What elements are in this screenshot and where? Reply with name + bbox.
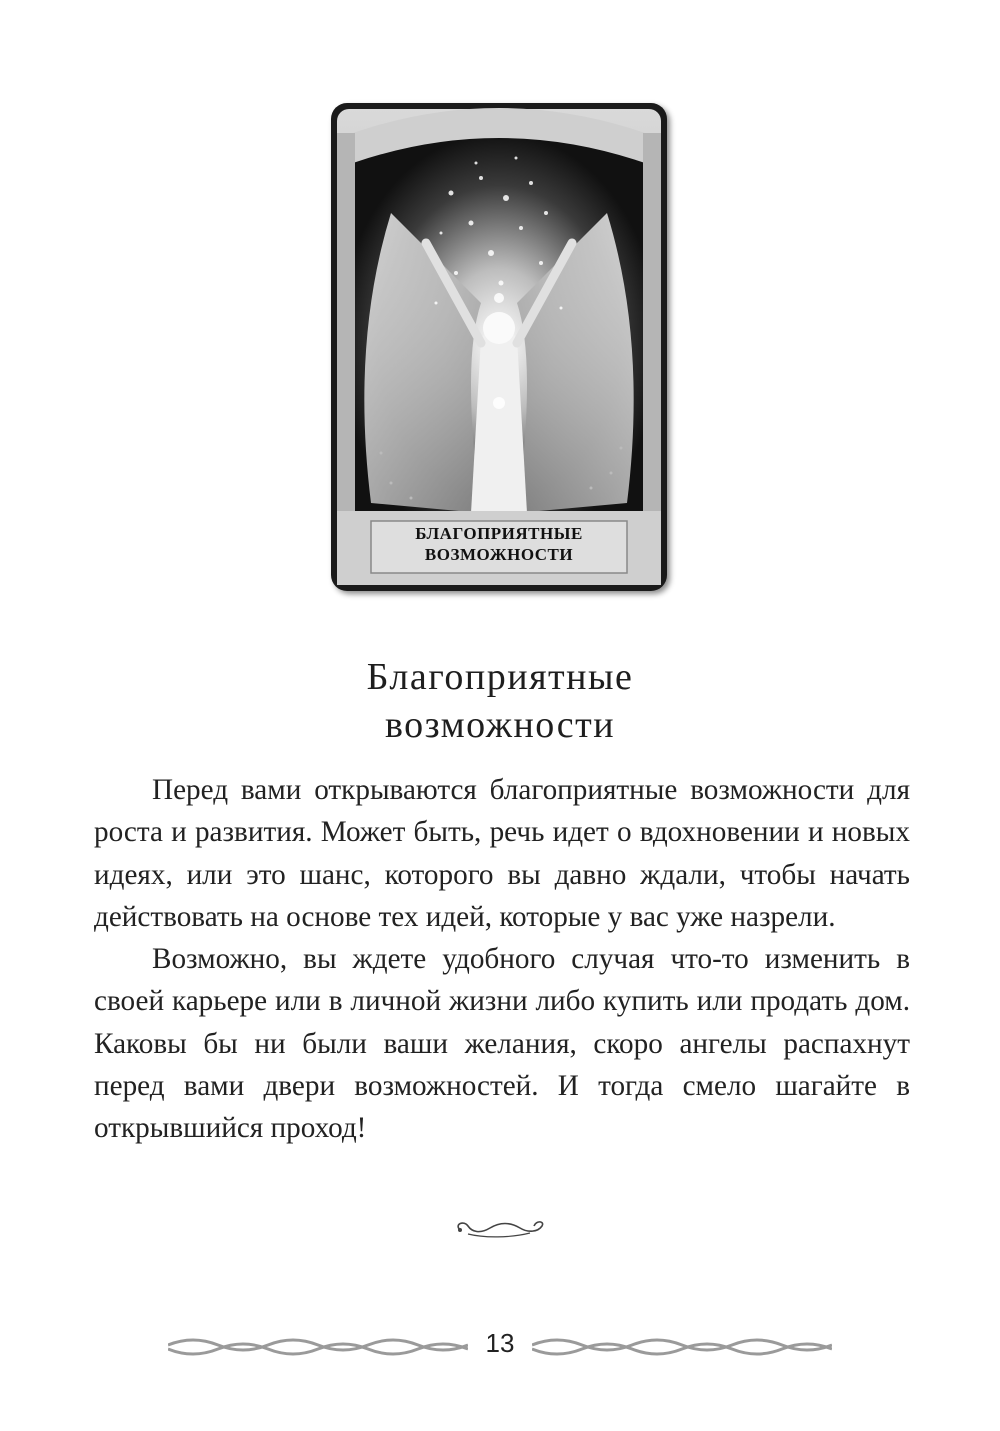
paragraph-1: Перед вами открываются благоприятные возможности для роста и развития. Может быть, речь идет о вдохновении и новых идеях, или это шанс, которого вы давно ждали, чтобы начать действовать на основе тех идей, которые у вас уже назрели. bbox=[94, 774, 910, 933]
footer-wave-right-icon bbox=[532, 1332, 832, 1362]
card-caption-line2: ВОЗМОЖНОСТИ bbox=[424, 545, 574, 564]
page-number: 13 bbox=[485, 1328, 515, 1358]
card-caption-line1: БЛАГОПРИЯТНЫЕ bbox=[415, 524, 583, 543]
card-caption bbox=[377, 523, 621, 565]
paragraph-2: Возможно, вы ждете удобного случая что-то изменить в своей карьере или в личной жизни либо купить или продать дом. Каковы бы ни были ваши желания, скоро ангелы распахнут перед вами двери возможностей. И тогда смело шагайте в открывшийся проход! bbox=[94, 943, 910, 1145]
ornament-divider-icon bbox=[450, 1216, 550, 1242]
footer-wave-left-icon bbox=[168, 1332, 468, 1362]
page-title-line2: возможности bbox=[384, 704, 616, 746]
page-title-line1: Благоприятные bbox=[366, 656, 634, 698]
oracle-card bbox=[331, 103, 667, 591]
body-text bbox=[94, 769, 910, 1150]
card-illustration bbox=[331, 103, 667, 591]
